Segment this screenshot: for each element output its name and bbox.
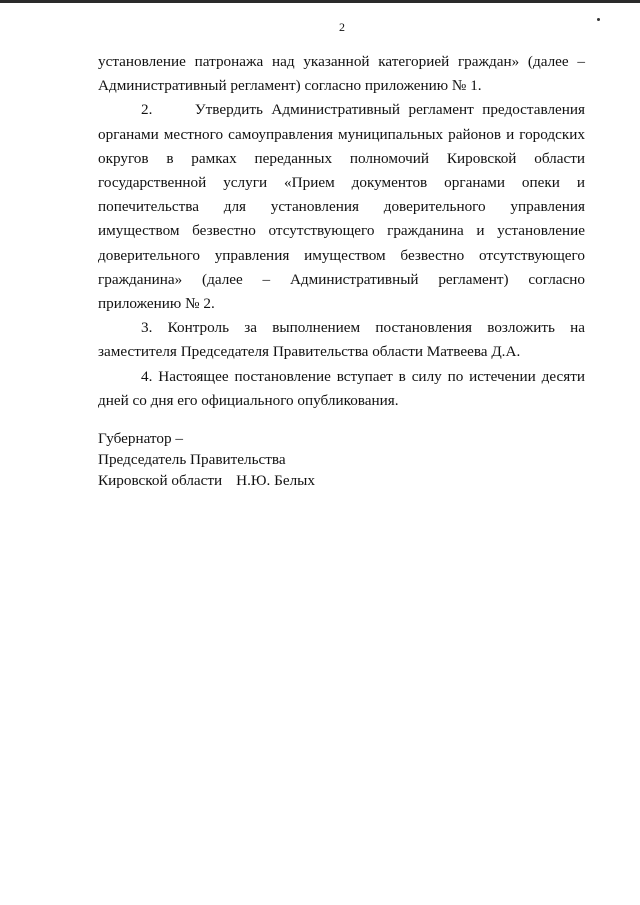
paragraph-continuation: установление патронажа над указанной категорией граждан» (далее – Административный регламент) согласно приложению № 1.: [98, 53, 585, 95]
document-body: [98, 50, 585, 413]
scan-speck: [597, 18, 600, 21]
paragraph-item-3: 3. Контроль за выполнением постановления возложить на заместителя Председателя Правительства области Матвеева Д.А.: [98, 319, 585, 361]
signature-position-line: Председатель Правительства: [98, 451, 286, 468]
page-number: 2: [339, 20, 345, 34]
top-border-line: [0, 0, 640, 3]
paragraph-item-4: 4. Настоящее постановление вступает в силу по истечении десяти дней со дня его официального опубликования.: [98, 367, 585, 409]
signature-title-line: Губернатор –: [98, 430, 183, 447]
signature-name: Н.Ю. Белых: [236, 472, 315, 489]
signature-block: [98, 428, 315, 491]
signature-name-line: [98, 470, 315, 491]
signature-region: Кировской области: [98, 472, 223, 489]
paragraph-item-2: 2. Утвердить Административный регламент предоставления органами местного самоуправления муниципальных районов и городских округов в рамках переданных полномочий Кировской области государственной услуги «Прием документов органами опеки и попечительства для установления доверительного управления имуществом безвестно отсутствующего гражданина и установление доверительного управления имуществом безвестно отсутствующего гражданина» (далее – Административный регламент) согласно приложению № 2.: [98, 101, 585, 313]
